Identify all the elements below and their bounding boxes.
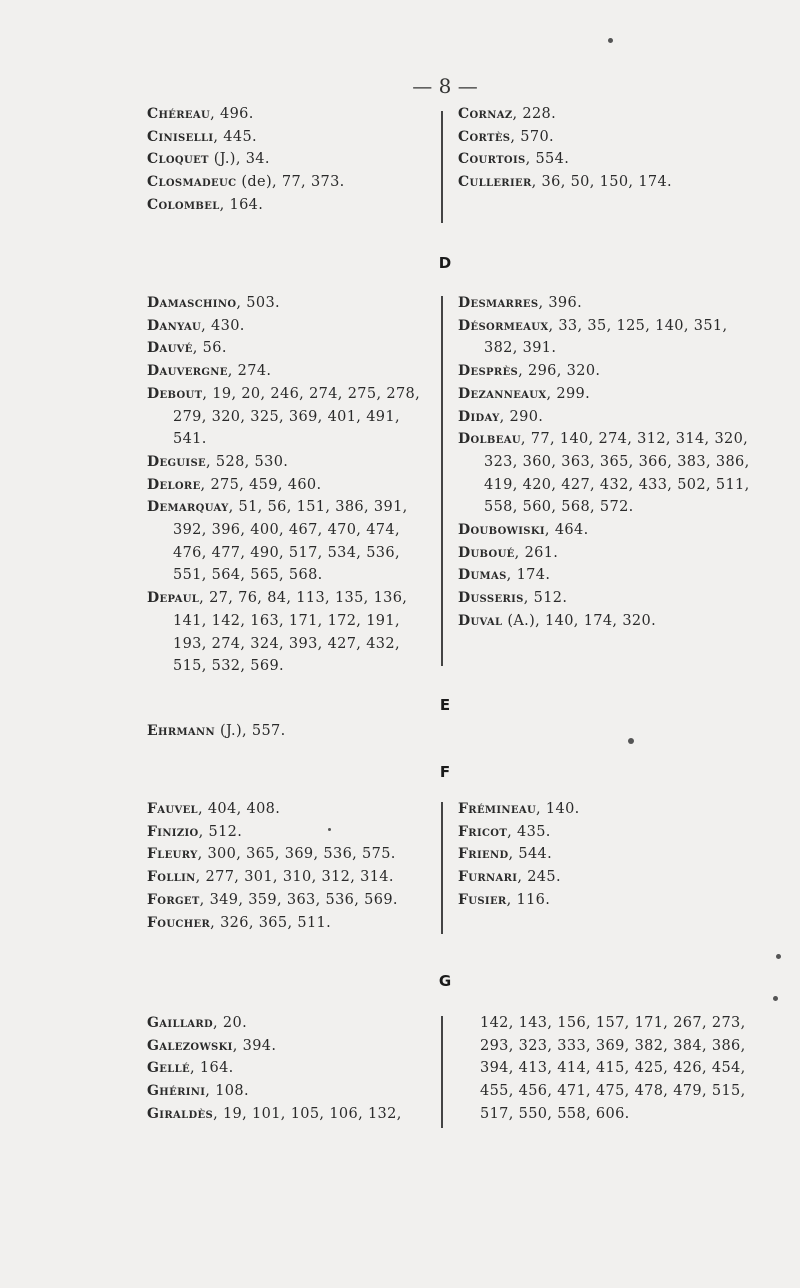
entry-pages: , 19, 101, 105, 106, 132, xyxy=(213,1105,402,1122)
index-entry xyxy=(147,1103,437,1126)
entry-pages: , 245. xyxy=(517,869,561,886)
index-entry xyxy=(458,542,758,565)
index-entry xyxy=(458,610,758,633)
entry-name: Dezanneaux xyxy=(458,385,547,402)
section-letter-g: G xyxy=(438,972,452,990)
continuation-entry: 142, 143, 156, 157, 171, 267, 273, 293, 323, 333, 369, 382, 384, 386, 394, 413, 414, 415, 425, 426, 454, 455, 456, 471, 475, 478, 479, 515, 517, 550, 558, 606. xyxy=(480,1015,746,1122)
entry-pages: , 51, 56, 151, 386, 391, 392, 396, 400, 467, 470, 474, 476, 477, 490, 517, 534, 536, 551, 564, 565, 568. xyxy=(173,499,408,584)
entry-pages: , 349, 359, 363, 536, 569. xyxy=(199,891,398,908)
index-entry xyxy=(147,103,437,126)
entry-pages: , 404, 408. xyxy=(197,801,281,817)
entry-name: Duval xyxy=(458,612,503,629)
index-entry xyxy=(458,587,758,610)
column-divider xyxy=(441,802,443,934)
entry-name: Cortès xyxy=(458,128,511,145)
index-entry xyxy=(147,292,437,315)
index-entry xyxy=(147,451,437,474)
column-left xyxy=(147,1012,437,1126)
index-entry xyxy=(147,821,437,844)
entry-pages: , 108. xyxy=(205,1083,249,1100)
entry-name: Chéreau xyxy=(147,106,211,122)
entry-name: Cullerier xyxy=(458,174,532,191)
entry-name: Dumas xyxy=(458,567,507,584)
entry-name: Debout xyxy=(147,385,203,402)
entry-pages: , 464. xyxy=(544,522,589,539)
entry-name: Depaul xyxy=(147,590,200,607)
entry-pages: , 228. xyxy=(512,106,557,122)
index-entry xyxy=(458,519,758,542)
entry-name: Duboué xyxy=(458,544,515,561)
index-entry xyxy=(147,337,437,360)
entry-name: Furnari xyxy=(458,869,518,886)
index-entry xyxy=(147,194,437,217)
entry-pages: , 554. xyxy=(525,151,570,168)
entry-name: Ciniselli xyxy=(147,128,214,145)
entry-pages: , 496. xyxy=(210,106,254,122)
section-letter-f: F xyxy=(439,763,451,781)
entry-name: Fricot xyxy=(458,823,508,840)
column-right xyxy=(458,798,758,912)
column-left xyxy=(147,103,437,217)
entry-pages: , 430. xyxy=(201,317,245,334)
entry-pages: , 277, 301, 310, 312, 314. xyxy=(195,869,394,886)
entry-name: Colombel xyxy=(147,196,220,213)
entry-name: Demarquay xyxy=(147,499,229,516)
column-left xyxy=(147,292,437,678)
column-right xyxy=(458,1012,758,1126)
index-entry xyxy=(458,103,758,126)
scan-speck xyxy=(328,828,331,831)
entry-name: Forget xyxy=(147,891,200,908)
index-entry xyxy=(147,1012,437,1035)
entry-pages: , 164. xyxy=(219,196,264,213)
entry-name: Ghérini xyxy=(147,1083,206,1100)
entry-pages: , 33, 35, 125, 140, 351, 382, 391. xyxy=(484,317,728,357)
entry-pages: , 27, 76, 84, 113, 135, 136, 141, 142, 163, 171, 172, 191, 193, 274, 324, 393, 427, 432, 515, 532, 569. xyxy=(173,590,408,675)
entry-pages: , 570. xyxy=(510,128,554,145)
entry-pages: , 435. xyxy=(507,823,551,840)
entry-name: Diday xyxy=(458,408,500,425)
section-letter-d: D xyxy=(438,254,452,272)
entry-pages: , 296, 320. xyxy=(518,363,601,380)
index-entry xyxy=(458,148,758,171)
index-entry xyxy=(458,798,758,821)
index-entry xyxy=(458,821,758,844)
entry-pages: , 56. xyxy=(192,340,227,357)
entry-name: Ehrmann xyxy=(147,723,215,739)
column-left xyxy=(147,798,437,934)
scan-speck xyxy=(608,38,613,43)
entry-pages: , 275, 459, 460. xyxy=(200,476,322,493)
entry-name: Desmarres xyxy=(458,295,539,311)
entry-name: Courtois xyxy=(458,151,526,168)
entry-name: Delore xyxy=(147,476,201,493)
index-entry xyxy=(147,126,437,149)
entry-pages: , 445. xyxy=(213,128,257,145)
index-entry xyxy=(147,1080,437,1103)
index-entry xyxy=(147,474,437,497)
index-entry xyxy=(147,866,437,889)
scan-speck xyxy=(776,954,781,959)
index-entry xyxy=(147,798,437,821)
scan-speck xyxy=(773,996,778,1001)
entry-name: Doubowiski xyxy=(458,522,545,539)
page-number: — 8 — xyxy=(412,74,478,98)
entry-name: Dauvé xyxy=(147,340,193,357)
entry-pages: , 36, 50, 150, 174. xyxy=(531,174,673,191)
index-entry xyxy=(147,360,437,383)
index-entry xyxy=(458,889,758,912)
column-divider xyxy=(441,296,443,666)
index-entry xyxy=(458,866,758,889)
index-entry xyxy=(147,1057,437,1080)
entry-pages: , 544. xyxy=(508,846,553,863)
entry-pages: , 512. xyxy=(198,823,243,840)
entry-pages: (J.), 557. xyxy=(215,723,286,739)
index-entry xyxy=(458,292,758,315)
index-entry xyxy=(458,406,758,429)
index-entry xyxy=(147,889,437,912)
entry-name: Galezowski xyxy=(147,1037,233,1054)
entry-name: Fleury xyxy=(147,846,198,863)
entry-name: Cloquet xyxy=(147,151,209,168)
index-entry xyxy=(147,315,437,338)
index-entry xyxy=(458,428,758,519)
entry-name: Deguise xyxy=(147,453,206,470)
entry-pages: , 261. xyxy=(514,544,559,561)
entry-pages: , 528, 530. xyxy=(206,453,289,470)
entry-name: Cornaz xyxy=(458,106,513,122)
index-entry xyxy=(147,843,437,866)
entry-name: Gellé xyxy=(147,1060,191,1077)
entry-name: Desprès xyxy=(458,363,519,380)
entry-pages: , 19, 20, 246, 274, 275, 278, 279, 320, 325, 369, 401, 491, 541. xyxy=(173,385,421,448)
entry-pages: (de), 77, 373. xyxy=(236,174,345,191)
index-entry xyxy=(147,912,437,935)
index-entry xyxy=(458,315,758,360)
entry-pages: , 20. xyxy=(213,1015,248,1031)
index-entry xyxy=(458,564,758,587)
index-entry xyxy=(147,171,437,194)
column-right xyxy=(458,103,758,194)
entry-name: Foucher xyxy=(147,914,211,931)
entry-pages: (A.), 140, 174, 320. xyxy=(502,612,657,629)
entry-pages: (J.), 34. xyxy=(208,151,270,168)
index-entry xyxy=(147,720,437,743)
index-entry xyxy=(147,1035,437,1058)
scan-speck xyxy=(628,738,634,744)
entry-name: Dusseris xyxy=(458,590,524,607)
section-letter-e: E xyxy=(439,696,451,714)
entry-pages: , 116. xyxy=(506,891,551,908)
entry-pages: , 274. xyxy=(227,363,272,380)
entry-pages: , 77, 140, 274, 312, 314, 320, 323, 360, 363, 365, 366, 383, 386, 419, 420, 427, 432, 433, 502, 511, 558, 560, 568, 572. xyxy=(484,431,750,516)
entry-pages: , 503. xyxy=(236,295,280,311)
entry-name: Fusier xyxy=(458,891,507,908)
entry-pages: , 326, 365, 511. xyxy=(210,914,332,931)
entry-name: Follin xyxy=(147,869,196,886)
entry-name: Closmadeuc xyxy=(147,174,237,191)
index-entry xyxy=(458,171,758,194)
index-entry xyxy=(147,587,437,678)
column-divider xyxy=(441,1016,443,1128)
entry-pages: , 174. xyxy=(506,567,551,584)
column-right xyxy=(458,292,758,633)
entry-pages: , 396. xyxy=(538,295,583,311)
column-left xyxy=(147,720,437,743)
entry-name: Désormeaux xyxy=(458,317,549,334)
entry-name: Friend xyxy=(458,846,509,863)
entry-name: Danyau xyxy=(147,317,202,334)
index-entry xyxy=(147,383,437,451)
entry-pages: , 394. xyxy=(232,1037,277,1054)
index-entry xyxy=(458,383,758,406)
entry-name: Frémineau xyxy=(458,801,537,817)
entry-pages: , 300, 365, 369, 536, 575. xyxy=(197,846,396,863)
entry-pages: , 290. xyxy=(499,408,544,425)
index-entry xyxy=(458,126,758,149)
column-divider xyxy=(441,111,443,223)
entry-pages: , 299. xyxy=(546,385,591,402)
entry-pages: , 512. xyxy=(523,590,568,607)
index-entry xyxy=(147,496,437,587)
entry-name: Damaschino xyxy=(147,295,237,311)
index-entry xyxy=(147,148,437,171)
entry-name: Fauvel xyxy=(147,801,198,817)
entry-name: Giraldès xyxy=(147,1105,214,1122)
entry-name: Finizio xyxy=(147,823,199,840)
entry-name: Dauvergne xyxy=(147,363,228,380)
index-entry xyxy=(458,843,758,866)
entry-name: Gaillard xyxy=(147,1015,213,1031)
entry-name: Dolbeau xyxy=(458,431,521,448)
entry-pages: , 164. xyxy=(190,1060,234,1077)
index-entry xyxy=(458,360,758,383)
entry-pages: , 140. xyxy=(536,801,580,817)
